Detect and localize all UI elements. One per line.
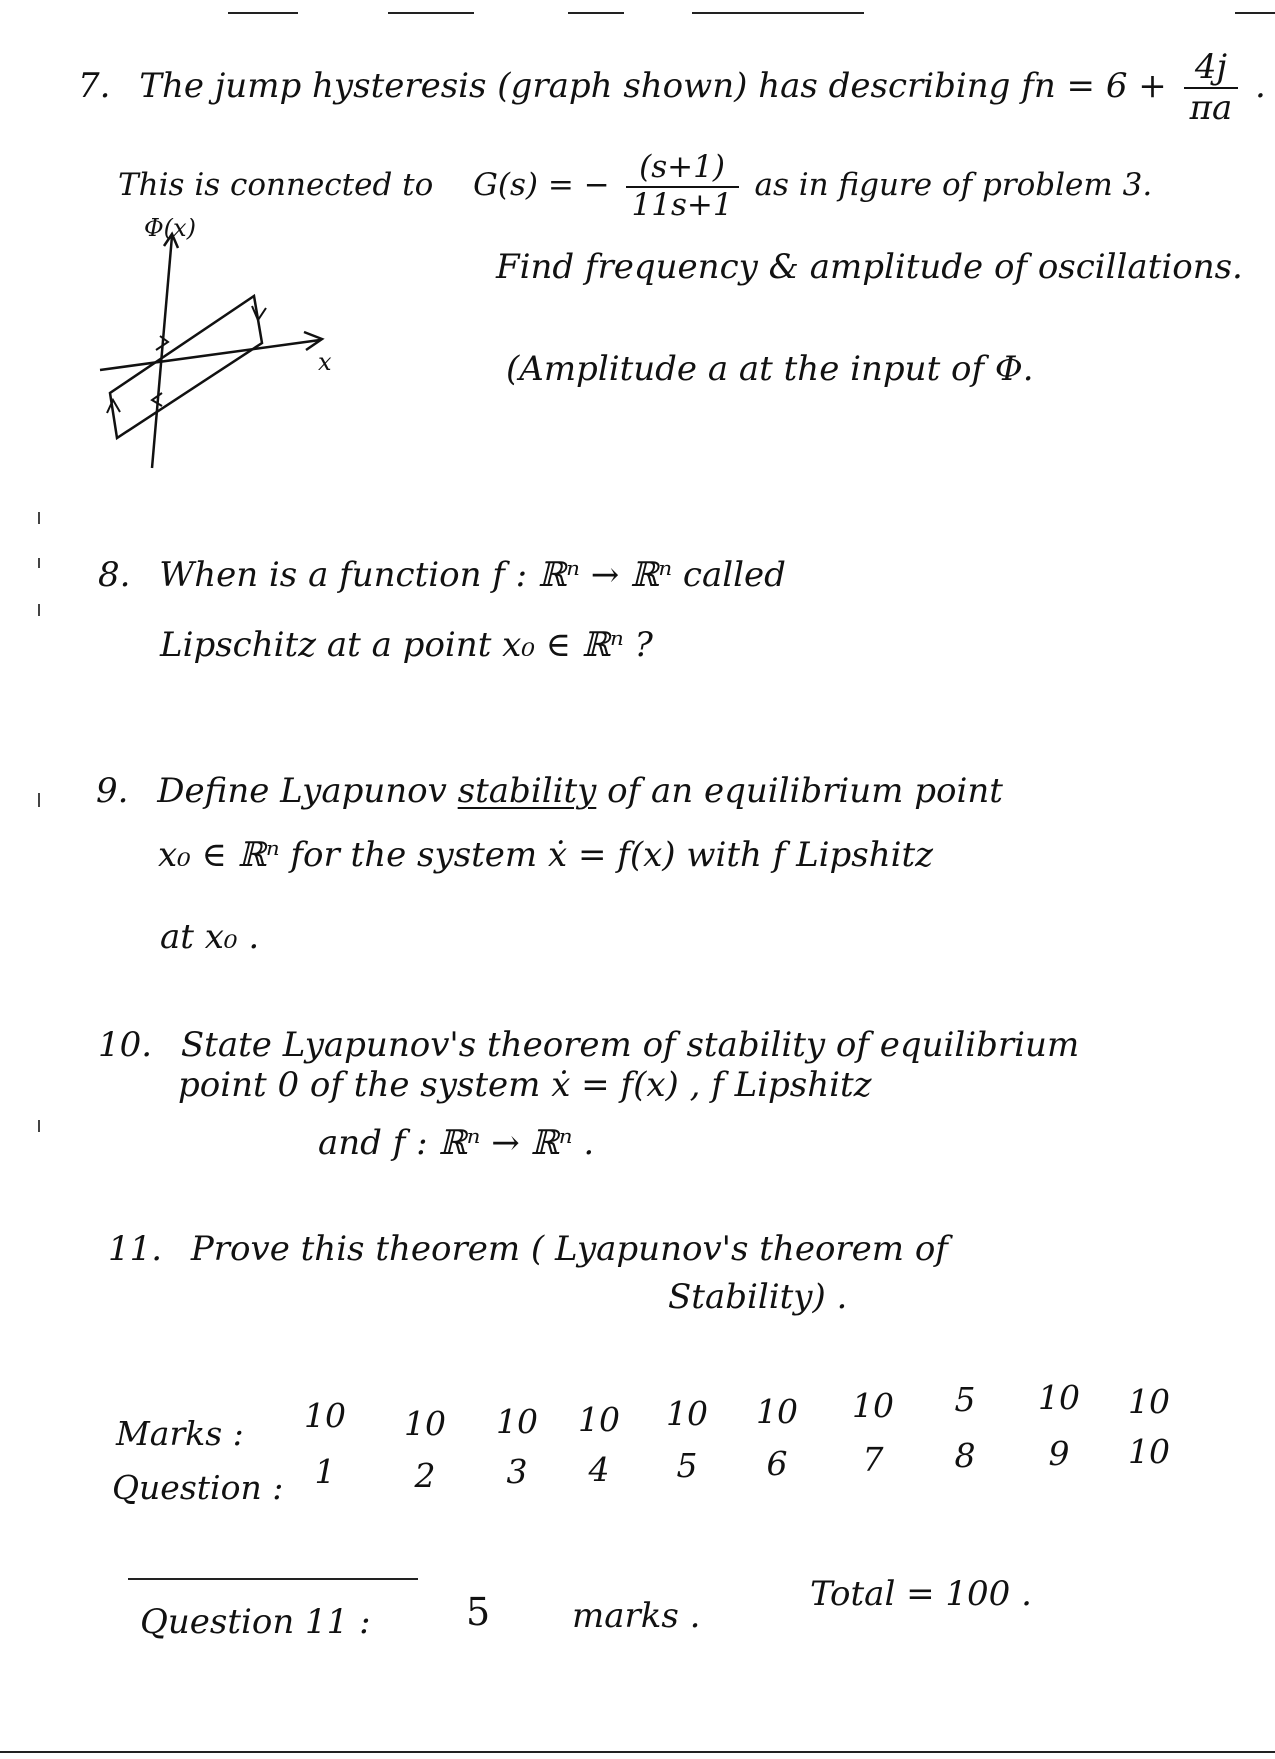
question-9-line-2: x₀ ∈ ℝⁿ for the system ẋ = f(x) with f Lipshitz bbox=[158, 835, 934, 875]
marks-word: marks . bbox=[572, 1596, 701, 1636]
question-number-cell: 4 bbox=[588, 1450, 610, 1489]
fraction bbox=[1184, 48, 1239, 128]
question-text: as in figure of problem 3. bbox=[754, 167, 1153, 204]
top-rule bbox=[228, 12, 298, 14]
question-8-line-2: Lipschitz at a point x₀ ∈ ℝⁿ ? bbox=[160, 625, 653, 665]
marks-value: 5 bbox=[954, 1380, 976, 1419]
underlined-word: stability bbox=[457, 771, 597, 811]
marks-value: 10 bbox=[852, 1386, 894, 1425]
question-10-line-3: and f : ℝⁿ → ℝⁿ . bbox=[318, 1123, 595, 1163]
question-11-marks-value: 5 bbox=[466, 1590, 491, 1634]
question-text: . bbox=[1255, 66, 1266, 107]
question-number: 11. bbox=[108, 1229, 163, 1269]
fraction-numerator: 4j bbox=[1184, 48, 1239, 89]
marks-value: 10 bbox=[304, 1396, 346, 1435]
question-number-cell: 8 bbox=[954, 1436, 976, 1475]
question-text: The jump hysteresis (graph shown) has describing fn = 6 + bbox=[139, 66, 1167, 107]
margin-tick bbox=[38, 604, 40, 616]
x-axis-label: x bbox=[318, 348, 332, 376]
marks-value: 10 bbox=[578, 1400, 620, 1439]
question-number-cell: 3 bbox=[506, 1452, 528, 1491]
question-text: State Lyapunov's theorem of stability of equilibrium bbox=[180, 1025, 1080, 1065]
question-10-line-1 bbox=[98, 1026, 1079, 1065]
marks-value: 10 bbox=[1038, 1378, 1080, 1417]
hysteresis-graph bbox=[92, 218, 352, 478]
question-number-cell: 7 bbox=[862, 1440, 884, 1479]
marks-value: 10 bbox=[756, 1392, 798, 1431]
question-9-line-1 bbox=[96, 772, 1003, 811]
marks-value: 10 bbox=[404, 1404, 446, 1443]
question-11-line-2: Stability) . bbox=[668, 1277, 848, 1317]
question-number: 7. bbox=[78, 66, 111, 107]
question-number-cell: 9 bbox=[1048, 1434, 1070, 1473]
y-axis-label: Φ(x) bbox=[144, 218, 196, 242]
question-8-line-1 bbox=[98, 556, 786, 595]
question-11-line-1 bbox=[108, 1230, 948, 1269]
bottom-rule bbox=[0, 1751, 1275, 1753]
total-marks: Total = 100 . bbox=[810, 1574, 1032, 1614]
question-number-cell: 10 bbox=[1128, 1432, 1170, 1471]
transfer-function-denominator: 11s+1 bbox=[631, 186, 733, 223]
loop-arrow bbox=[252, 306, 266, 320]
top-rule bbox=[1235, 12, 1275, 14]
footer-rule bbox=[128, 1578, 418, 1580]
margin-tick bbox=[38, 1120, 40, 1132]
question-number: 10. bbox=[98, 1025, 153, 1065]
question-number-cell: 6 bbox=[766, 1444, 788, 1483]
question-number-cell: 5 bbox=[676, 1446, 698, 1485]
top-rule bbox=[692, 12, 864, 14]
question-text: This is connected to bbox=[118, 167, 434, 204]
transfer-function-label: G(s) = − bbox=[473, 167, 610, 204]
fraction-denominator: πa bbox=[1189, 88, 1233, 129]
question-number-cell: 1 bbox=[314, 1452, 336, 1491]
question-7-line-2 bbox=[118, 150, 1152, 223]
margin-tick bbox=[38, 512, 40, 524]
question-10-line-2: point 0 of the system ẋ = f(x) , f Lipshitz bbox=[178, 1065, 872, 1105]
question-text: Define Lyapunov bbox=[157, 771, 447, 811]
question-number: 8. bbox=[98, 555, 131, 595]
question-text: of an equilibrium point bbox=[607, 771, 1003, 811]
question-label: Question : bbox=[112, 1468, 284, 1507]
marks-value: 10 bbox=[1128, 1382, 1170, 1421]
transfer-function-fraction bbox=[626, 150, 739, 223]
margin-tick bbox=[38, 558, 40, 568]
transfer-function-numerator: (s+1) bbox=[626, 150, 739, 188]
question-7-line-1 bbox=[78, 48, 1266, 128]
question-7-amplitude-line: (Amplitude a at the input of Φ. bbox=[506, 349, 1034, 389]
question-11-marks-label: Question 11 : bbox=[140, 1602, 371, 1642]
marks-value: 10 bbox=[496, 1402, 538, 1441]
top-rule bbox=[568, 12, 624, 14]
question-number: 9. bbox=[96, 771, 129, 811]
hysteresis-loop bbox=[110, 296, 262, 438]
margin-tick bbox=[38, 793, 40, 807]
marks-value: 10 bbox=[666, 1394, 708, 1433]
question-text: When is a function f : ℝⁿ → ℝⁿ called bbox=[159, 555, 786, 595]
question-7-find-line: Find frequency & amplitude of oscillations. bbox=[496, 247, 1243, 287]
question-text: Prove this theorem ( Lyapunov's theorem of bbox=[190, 1229, 948, 1269]
top-rule bbox=[388, 12, 474, 14]
x-axis bbox=[100, 340, 320, 370]
marks-label: Marks : bbox=[116, 1414, 244, 1453]
question-number-cell: 2 bbox=[414, 1456, 436, 1495]
question-9-line-3: at x₀ . bbox=[160, 917, 260, 957]
